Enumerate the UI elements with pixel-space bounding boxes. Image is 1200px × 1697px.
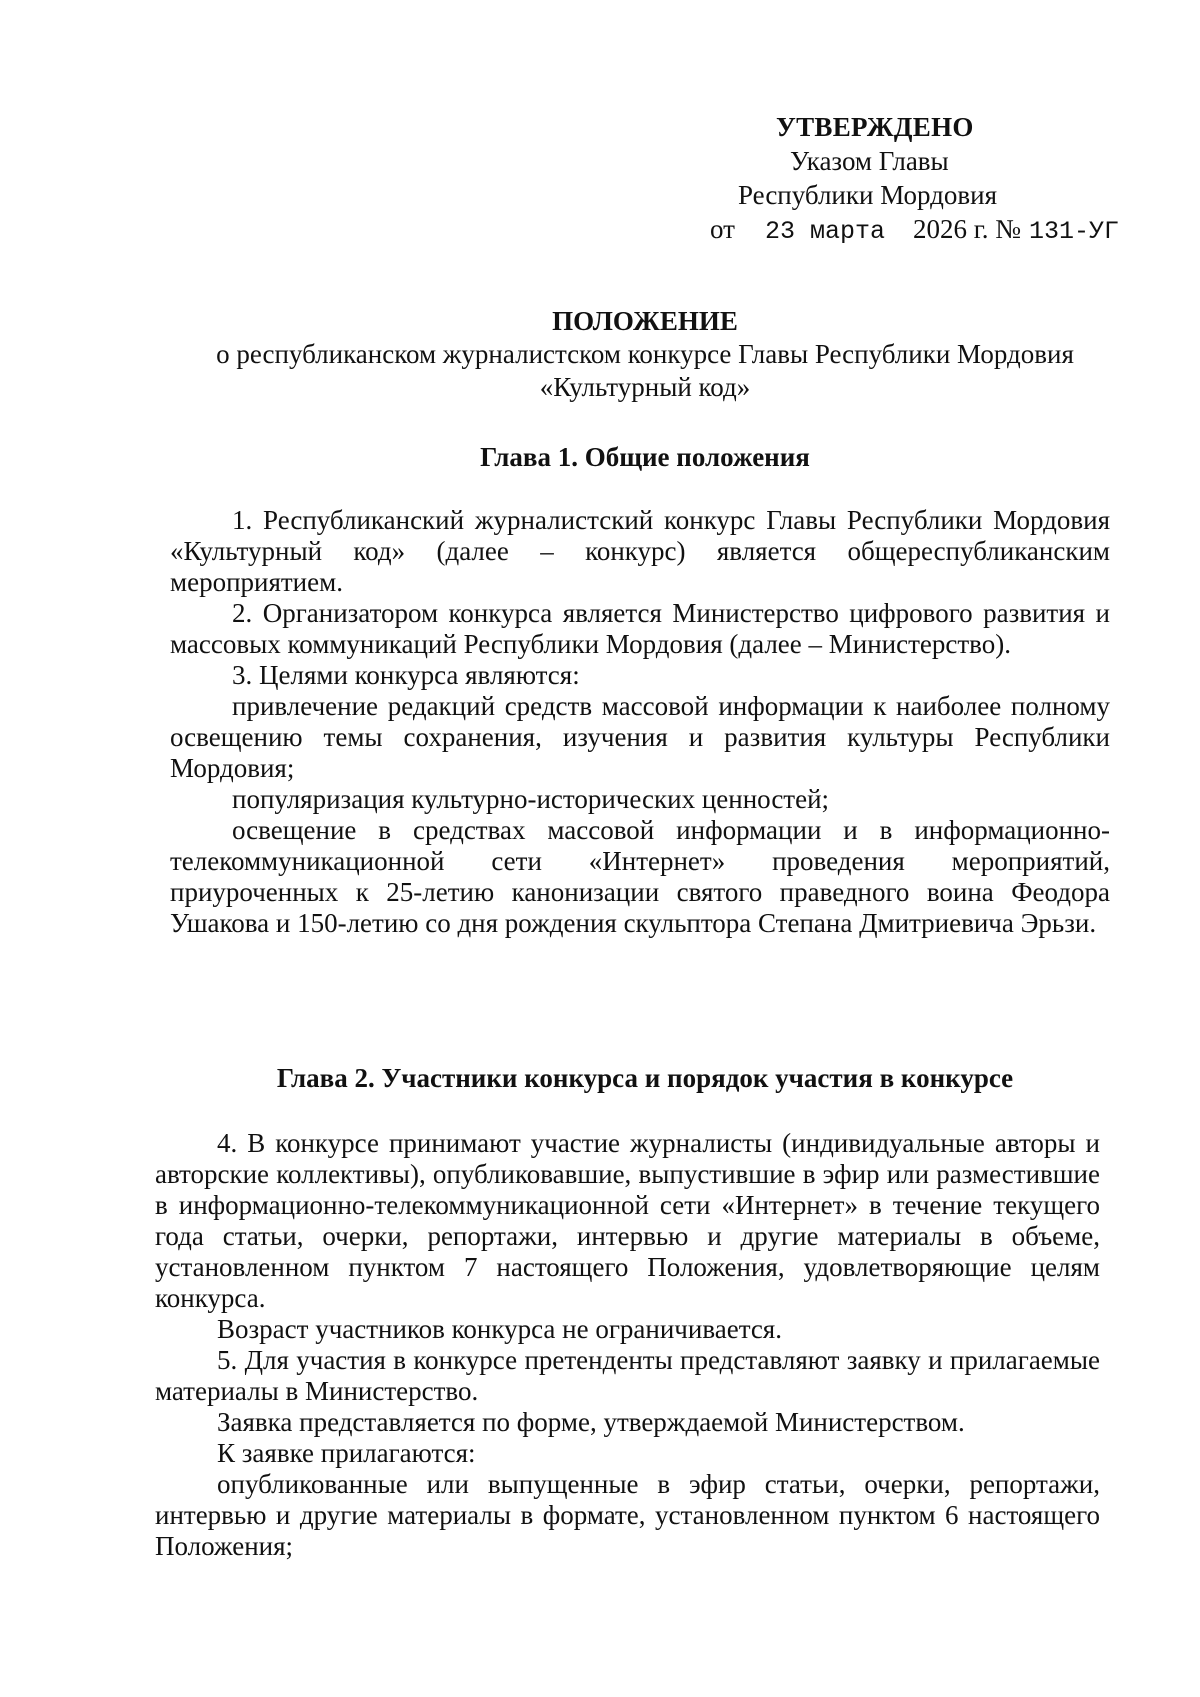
- chapter2-paragraph: Возраст участников конкурса не ограничивается.: [217, 1314, 782, 1344]
- approval-date-year: 2026 г. №: [912, 214, 1022, 244]
- chapter2-paragraph: 5. Для участия в конкурсе претенденты представляют заявку и прилагаемые материалы в Министерство.: [155, 1345, 1100, 1406]
- chapter1-heading: Глава 1. Общие положения: [480, 442, 810, 472]
- approval-date-day-month: 23 марта: [764, 217, 885, 246]
- chapter1-paragraph: популяризация культурно-исторических ценностей;: [232, 784, 830, 814]
- chapter2-paragraph: К заявке прилагаются:: [217, 1438, 476, 1468]
- chapter1-paragraph: 2. Организатором конкурса является Министерство цифрового развития и массовых коммуникаций Республики Мордовия (далее – Министерство).: [170, 598, 1110, 659]
- document-heading: ПОЛОЖЕНИЕ: [552, 306, 738, 336]
- chapter1-paragraph: освещение в средствах массовой информации и в информационно-телекоммуникационной сети «Интернет» проведения мероприятий, приуроченных к 25-летию канонизации святого праведного воина Феодора Ушакова и 150-летию со дня рождения скульптора Степана Дмитриевича Эрьзи.: [170, 815, 1110, 938]
- chapter1-paragraph: привлечение редакций средств массовой информации к наиболее полному освещению темы сохранения, изучения и развития культуры Республики Мордовия;: [170, 691, 1110, 783]
- approval-title: УТВЕРЖДЕНО: [776, 112, 974, 142]
- chapter2-paragraph: 4. В конкурсе принимают участие журналисты (индивидуальные авторы и авторские коллективы), опубликовавшие, выпустившие в эфир или разместившие в информационно-телекоммуникационной сети «Интернет» в течение текущего года статьи, очерки, репортажи, интервью и другие материалы в объеме, установленном пунктом 7 настоящего Положения, удовлетворяющие целям конкурса.: [155, 1128, 1100, 1313]
- chapter1-paragraph: 1. Республиканский журналистский конкурс Главы Республики Мордовия «Культурный код» (далее – конкурс) является общереспубликанским мероприятием.: [170, 505, 1110, 597]
- chapter2-paragraph: опубликованные или выпущенные в эфир статьи, очерки, репортажи, интервью и другие материалы в формате, установленном пунктом 6 настоящего Положения;: [155, 1469, 1100, 1561]
- approval-decree-number: 131-УГ: [1029, 217, 1120, 246]
- chapter2-paragraph: Заявка представляется по форме, утверждаемой Министерством.: [217, 1407, 965, 1437]
- document-title-block: [120, 305, 1170, 404]
- chapter1-paragraph: 3. Целями конкурса являются:: [232, 660, 580, 690]
- chapter2-heading: Глава 2. Участники конкурса и порядок участия в конкурсе: [276, 1063, 1014, 1093]
- approval-stamp: [690, 110, 1150, 249]
- approval-date-line: [690, 212, 1150, 249]
- chapter1-body: [170, 505, 1110, 939]
- chapter2-body: [155, 1128, 1100, 1562]
- approval-republic-line: Республики Мордовия: [738, 180, 998, 210]
- document-subtitle-line2: «Культурный код»: [539, 372, 751, 402]
- document-subtitle-line1: о республиканском журналистском конкурсе Главы Республики Мордовия: [216, 339, 1074, 369]
- approval-date-prefix: от: [710, 214, 735, 244]
- approval-decree-line: Указом Главы: [790, 146, 949, 176]
